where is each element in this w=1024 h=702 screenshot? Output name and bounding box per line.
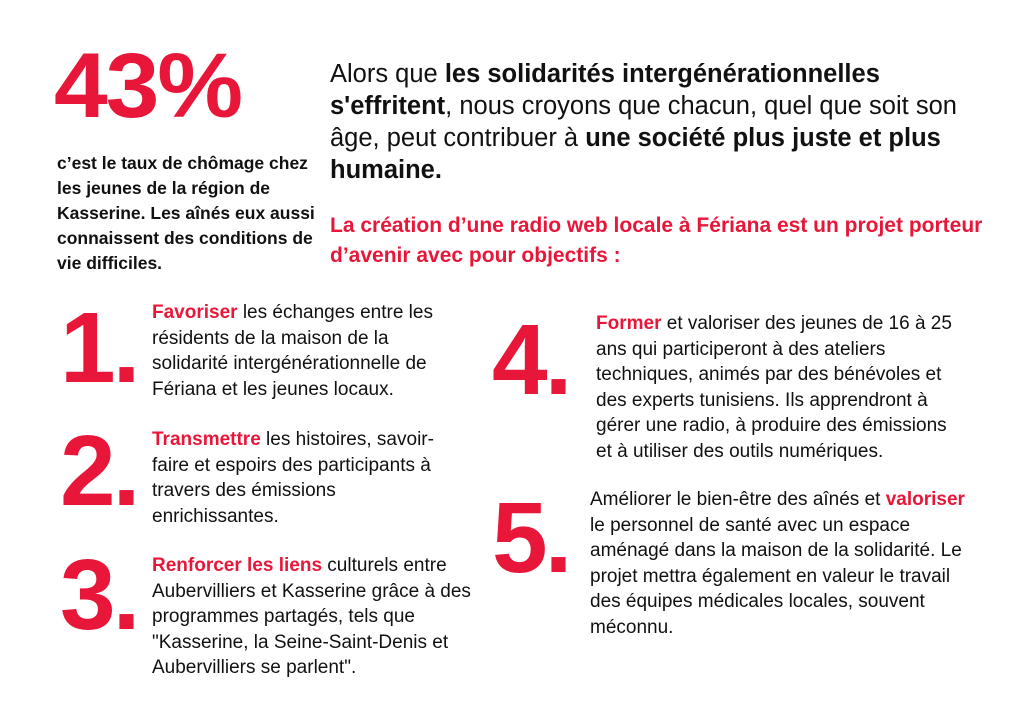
objective-5-body-before: Améliorer le bien-être des aînés et	[590, 489, 886, 510]
objective-3-number: 3.	[60, 539, 138, 651]
objective-4-keyword: Former	[596, 313, 662, 334]
objective-5-keyword: valoriser	[885, 489, 965, 510]
objective-3-text	[152, 553, 482, 681]
objective-5-text	[590, 487, 975, 640]
objective-3-body: culturels entre Aubervilliers et Kasserine grâce à des programmes partagés, tels que "Kasserine, la Seine-Saint-Denis et Aubervilliers se parlent".	[152, 555, 471, 678]
objective-4-text	[596, 311, 961, 464]
stat-value: 43%	[54, 35, 242, 137]
intro-bold-1: les solidarités intergénérationnelles s'effritent	[330, 60, 880, 120]
intro-text-2: , nous croyons que chacun, quel que soit son âge, peut contribuer à	[330, 92, 957, 152]
intro-text-1: Alors que	[330, 60, 445, 88]
objective-2-number: 2.	[60, 415, 138, 527]
objective-5-body: le personnel de santé avec un espace aménagé dans la maison de la solidarité. Le projet mettra également en valeur le travail des équipes médicales locales, souvent méconnu.	[590, 514, 962, 638]
objective-2-keyword: Transmettre	[152, 429, 261, 450]
objective-2-text	[152, 427, 457, 529]
objective-3-keyword: Renforcer les liens	[152, 555, 323, 576]
stat-description: c’est le taux de chômage chez les jeunes de la région de Kasserine. Les aînés eux aussi connaissent des conditions de vie difficiles.	[57, 153, 315, 273]
objective-5-number: 5.	[492, 482, 570, 594]
intro-paragraph	[330, 58, 990, 186]
objective-2-body: les histoires, savoir-faire et espoirs des participants à travers des émissions enrichissantes.	[152, 429, 434, 527]
subtitle: La création d’une radio web locale à Fériana est un projet porteur d’avenir avec pour objectifs :	[330, 214, 983, 267]
objective-1-number: 1.	[60, 292, 138, 404]
objective-1-text	[152, 300, 452, 402]
intro-bold-2: une société plus juste et plus humaine.	[330, 124, 941, 184]
objective-4-body: et valoriser des jeunes de 16 à 25 ans qui participeront à des ateliers techniques, animés par des bénévoles et des experts tunisiens. Ils apprendront à gérer une radio, à produire des émissions et à utiliser des outils numériques.	[596, 313, 952, 462]
objective-4-number: 4.	[492, 304, 570, 416]
objective-1-body: les échanges entre les résidents de la maison de la solidarité intergénérationnelle de Fériana et les jeunes locaux.	[152, 302, 433, 400]
objective-1-keyword: Favoriser	[152, 302, 238, 323]
